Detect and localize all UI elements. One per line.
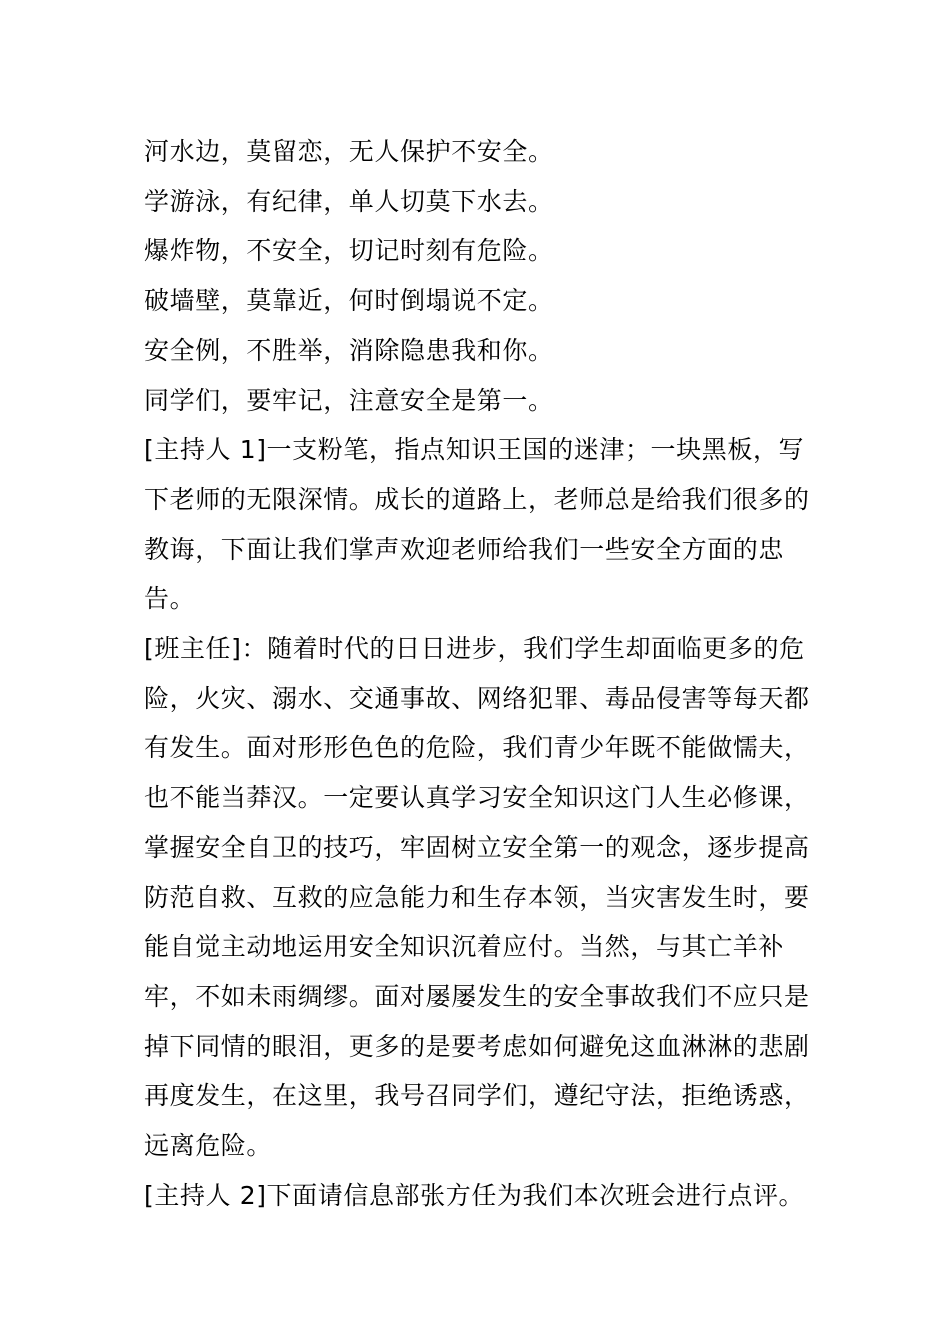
paragraph-host-1: [主持人 1]一支粉笔，指点知识王国的迷津；一块黑板，写下老师的无限深情。成长的道路上，老师总是给我们很多的教诲，下面让我们掌声欢迎老师给我们一些安全方面的忠告。 — [144, 435, 810, 614]
paragraph-swimming: 学游泳，有纪律，单人切莫下水去。 — [144, 186, 554, 216]
paragraph-explosives: 爆炸物，不安全，切记时刻有危险。 — [144, 236, 554, 266]
paragraph-host-2: [主持人 2]下面请信息部张方任为我们本次班会进行点评。 — [144, 1180, 805, 1210]
paragraph-hazards: 安全例，不胜举，消除隐患我和你。 — [144, 335, 554, 365]
paragraph-remember: 同学们，要牢记，注意安全是第一。 — [144, 385, 554, 415]
document-body — [144, 127, 810, 1220]
paragraph-head-teacher: [班主任]：随着时代的日日进步，我们学生却面临更多的危险，火灾、溺水、交通事故、网络犯罪、毒品侵害等每天都有发生。面对形形色色的危险，我们青少年既不能做懦夫，也不能当莽汉。一定要认真学习安全知识这门人生必修课，掌握安全自卫的技巧，牢固树立安全第一的观念，逐步提高防范自救、互救的应急能力和生存本领，当灾害发生时，要能自觉主动地运用安全知识沉着应付。当然，与其亡羊补牢，不如未雨绸缪。面对屡屡发生的安全事故我们不应只是掉下同情的眼泪，更多的是要考虑如何避免这血淋淋的悲剧再度发生，在这里，我号召同学们，遵纪守法，拒绝诱惑，远离危险。 — [144, 634, 810, 1161]
paragraph-river: 河水边，莫留恋，无人保护不安全。 — [144, 137, 554, 166]
paragraph-walls: 破墙壁，莫靠近，何时倒塌说不定。 — [144, 286, 554, 316]
